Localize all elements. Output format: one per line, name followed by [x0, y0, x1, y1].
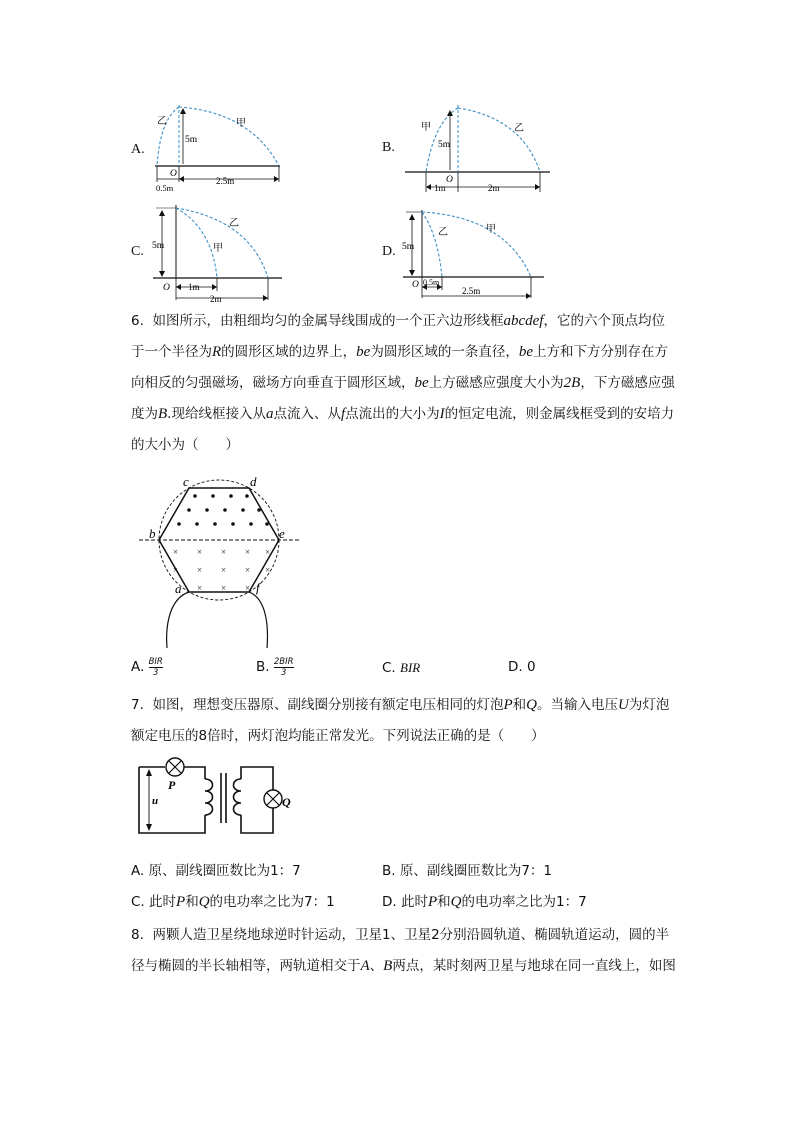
svg-text:×: ×: [245, 547, 251, 557]
q5-a-left-dist: 0.5m: [156, 183, 174, 193]
q6-line-5: 的大小为（ ）: [131, 437, 239, 453]
q8-number: 8.: [131, 927, 144, 943]
q5-d-inner-label: 乙: [438, 227, 448, 238]
svg-text:×: ×: [197, 547, 203, 557]
q6-option-c[interactable]: C. BIR: [382, 660, 421, 676]
q6-line-3: 向相反的匀强磁场，磁场方向垂直于圆形区域，be上方磁感应强度大小为2B，下方磁感应强: [131, 375, 675, 391]
q5-b-height: 5m: [438, 140, 451, 150]
q5-option-a-letter[interactable]: A.: [131, 142, 145, 157]
q5-option-d-letter[interactable]: D.: [382, 244, 396, 259]
q5-c-inner-dist: 1m: [188, 282, 200, 292]
q5-option-b-letter[interactable]: B.: [382, 140, 395, 155]
q7-line-2: 额定电压的8倍时，两灯泡均能正常发光。下列说法正确的是（ ）: [131, 728, 545, 744]
q6-option-d[interactable]: D. 0: [508, 659, 536, 675]
q5-d-height: 5m: [402, 242, 415, 252]
q6-number: 6.: [131, 313, 144, 329]
svg-text:×: ×: [221, 565, 227, 575]
svg-text:×: ×: [197, 565, 203, 575]
svg-text:×: ×: [173, 547, 179, 557]
q5-d-origin: O: [412, 280, 419, 290]
q5-c-height: 5m: [152, 241, 165, 251]
q5-figure-d: [400, 205, 550, 305]
q5-c-origin: O: [163, 283, 170, 293]
q6-line-1: 6. 如图所示，由粗细均匀的金属导线围成的一个正六边形线框abcdef，它的六个顶点均位: [131, 313, 665, 329]
q5-d-inner-dist: 0.5m: [423, 278, 440, 287]
q6-label-e: e: [279, 526, 285, 541]
q5-b-left-label: 甲: [421, 122, 431, 133]
q6-label-a: a: [175, 581, 182, 596]
q6-option-a[interactable]: A. $\frac{\text{BIR}}{3}$: [131, 656, 163, 678]
q5-figure-c: [150, 200, 290, 305]
q8-line-2: 径与椭圆的半长轴相等，两轨道相交于A、B两点，某时刻两卫星与地球在同一直线上，如图: [131, 958, 676, 974]
svg-text:×: ×: [221, 583, 227, 593]
q5-figure-a: [150, 100, 290, 195]
q7-option-d[interactable]: D. 此时P和Q的电功率之比为1：7: [382, 894, 587, 910]
q5-c-inner-label: 甲: [213, 243, 223, 254]
svg-text:×: ×: [173, 565, 179, 575]
svg-text:×: ×: [265, 565, 271, 575]
q7-number: 7.: [131, 697, 144, 713]
svg-text:×: ×: [245, 565, 251, 575]
q7-line-1: 7. 如图，理想变压器原、副线圈分别接有额定电压相同的灯泡P和Q。当输入电压U为灯泡: [131, 697, 670, 713]
q5-option-c-letter[interactable]: C.: [131, 244, 144, 259]
svg-text:×: ×: [221, 547, 227, 557]
svg-text:×: ×: [245, 583, 251, 593]
q7-label-p: P: [168, 778, 176, 792]
svg-text:×: ×: [197, 583, 203, 593]
q7-label-q: Q: [282, 795, 291, 809]
q5-d-outer-label: 甲: [486, 224, 496, 235]
q5-d-outer-dist: 2.5m: [462, 286, 481, 296]
q6-option-b[interactable]: B. $\frac{\text{2BIR}}{3}$: [256, 656, 294, 678]
q5-a-left-label: 乙: [157, 116, 167, 127]
q7-option-c[interactable]: C. 此时P和Q的电功率之比为7：1: [131, 894, 335, 910]
q6-label-d: d: [250, 474, 257, 489]
q5-a-right-label: 甲: [236, 118, 246, 129]
q7-option-b[interactable]: B. 原、副线圈匝数比为7：1: [382, 863, 553, 879]
q8-line-1: 8. 两颗人造卫星绕地球逆时针运动，卫星1、卫星2分别沿圆轨道、椭圆轨道运动，圆的半: [131, 927, 670, 943]
q6-label-f: f: [256, 580, 260, 595]
q5-b-right-label: 乙: [514, 123, 524, 134]
q6-label-b: b: [149, 526, 156, 541]
q5-b-origin: O: [446, 175, 453, 185]
q5-a-right-dist: 2.5m: [216, 176, 235, 186]
q5-c-outer-label: 乙: [229, 218, 239, 229]
q7-option-a[interactable]: A. 原、副线圈匝数比为1：7: [131, 863, 301, 879]
q7-label-u: u: [152, 795, 159, 807]
q5-a-height: 5m: [185, 135, 198, 145]
q6-hexagon-figure: [135, 472, 305, 652]
q7-circuit-figure: [135, 757, 295, 839]
q6-line-2: 于一个半径为R的圆形区域的边界上，be为圆形区域的一条直径，be上方和下方分别存在方: [131, 344, 669, 360]
q6-line-4: 度为B.现给线框接入从a点流入、从f点流出的大小为I的恒定电流，则金属线框受到的安培力: [131, 406, 675, 422]
svg-text:×: ×: [265, 547, 271, 557]
q5-c-outer-dist: 2m: [210, 294, 222, 304]
q6-label-c: c: [183, 474, 189, 489]
q5-figure-b: [402, 100, 552, 195]
q5-a-origin: O: [170, 169, 177, 179]
q5-b-left-dist: 1m: [434, 183, 446, 193]
q5-b-right-dist: 2m: [488, 183, 500, 193]
